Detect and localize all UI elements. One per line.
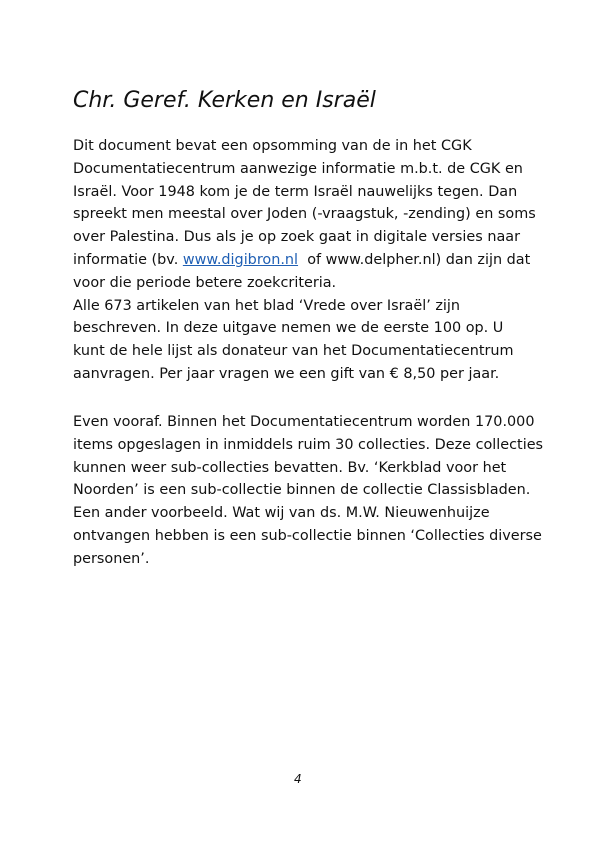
paragraph-line: Alle 673 artikelen van het blad ‘Vrede over Israël’ zijn [73, 297, 461, 314]
paragraph-line: ontvangen hebben is een sub-collectie binnen ‘Collecties diverse [73, 527, 542, 544]
collections-paragraph [73, 411, 543, 571]
paragraph-line: personen’. [73, 550, 150, 567]
paragraph-line: beschreven. In deze uitgave nemen we de eerste 100 op. U [73, 320, 504, 337]
paragraph-line: Documentatiecentrum aanwezige informatie m.b.t. de CGK en [73, 160, 523, 177]
paragraph-line: spreekt men meestal over Joden (-vraagstuk, -zending) en soms [73, 206, 536, 223]
paragraph-line: items opgeslagen in inmiddels ruim 30 collecties. Deze collecties [73, 436, 544, 453]
paragraph-line: kunnen weer sub-collecties bevatten. Bv. ‘Kerkblad voor het [73, 459, 507, 476]
paragraph-line: Noorden’ is een sub-collectie binnen de collectie Classisbladen. [73, 482, 531, 499]
paragraph-line: Israël. Voor 1948 kom je de term Israël nauwelijks tegen. Dan [73, 183, 518, 200]
paragraph-line: Dit document bevat een opsomming van de in het CGK [73, 138, 472, 154]
paragraph-line: over Palestina. Dus als je op zoek gaat in digitale versies naar [73, 229, 521, 246]
link-suffix-text: of www.delpher.nl) dan zijn dat [298, 251, 531, 268]
paragraph-line: voor die periode betere zoekcriteria. [73, 274, 337, 291]
page-title: Chr. Geref. Kerken en Israël [73, 88, 376, 113]
paragraph-line: kunt de hele lijst als donateur van het Documentatiecentrum [73, 343, 514, 360]
page-number: 4 [294, 772, 302, 786]
digibron-link[interactable]: www.digibron.nl [182, 251, 299, 268]
paragraph-line: aanvragen. Per jaar vragen we een gift van € 8,50 per jaar. [73, 365, 500, 382]
paragraph-line-with-link [73, 249, 543, 272]
link-prefix-text: informatie (bv. [73, 251, 183, 268]
paragraph-line: Even vooraf. Binnen het Documentatiecentrum worden 170.000 [73, 414, 535, 430]
intro-paragraph [73, 135, 543, 386]
paragraph-line: Een ander voorbeeld. Wat wij van ds. M.W. Nieuwenhuijze [73, 505, 490, 522]
